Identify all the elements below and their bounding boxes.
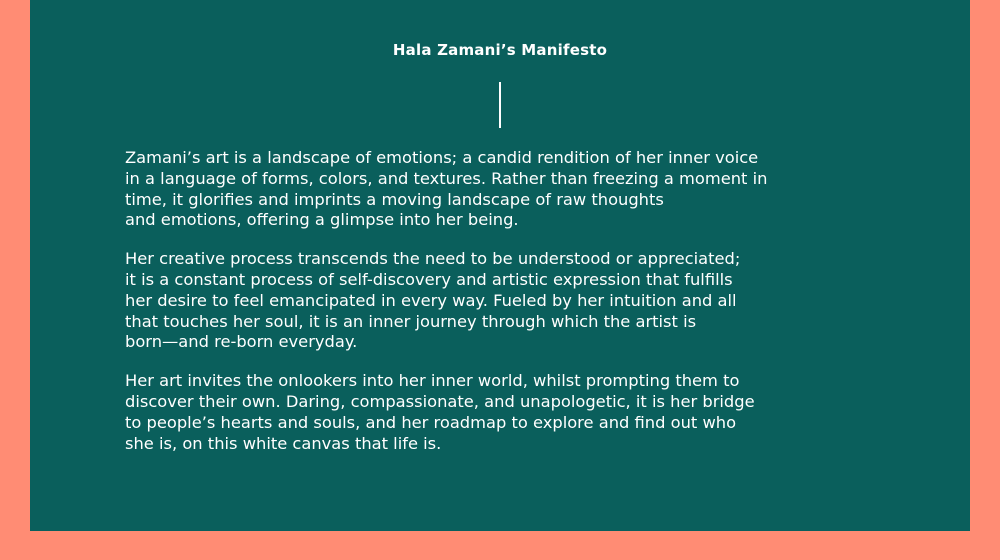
paragraph-3	[125, 371, 885, 454]
paragraph-line: that touches her soul, it is an inner journey through which the artist is	[125, 311, 697, 331]
paragraph-line: Her creative process transcends the need to be understood or appreciated;	[125, 249, 741, 269]
paragraph-line: time, it glorifies and imprints a moving landscape of raw thoughts	[125, 189, 664, 209]
paragraph-line: to people’s hearts and souls, and her roadmap to explore and find out who	[125, 412, 737, 432]
paragraph-line: her desire to feel emancipated in every way. Fueled by her intuition and all	[125, 290, 737, 310]
paragraph-line: in a language of forms, colors, and textures. Rather than freezing a moment in	[125, 168, 768, 188]
paragraph-1	[125, 148, 885, 231]
manifesto-body	[125, 148, 885, 472]
paragraph-line: and emotions, offering a glimpse into her being.	[125, 210, 519, 230]
paragraph-line: born—and re-born everyday.	[125, 332, 358, 352]
manifesto-panel	[30, 0, 970, 531]
paragraph-line: discover their own. Daring, compassionate, and unapologetic, it is her bridge	[125, 391, 755, 411]
title-divider	[499, 82, 501, 128]
paragraph-2	[125, 249, 885, 353]
page-title: Hala Zamani’s Manifesto	[392, 41, 608, 59]
paragraph-line: Her art invites the onlookers into her inner world, whilst prompting them to	[125, 371, 740, 391]
paragraph-line: she is, on this white canvas that life is.	[125, 433, 442, 453]
paragraph-line: it is a constant process of self-discovery and artistic expression that fulfills	[125, 269, 733, 289]
paragraph-line: Zamani’s art is a landscape of emotions; a candid rendition of her inner voice	[125, 148, 759, 167]
